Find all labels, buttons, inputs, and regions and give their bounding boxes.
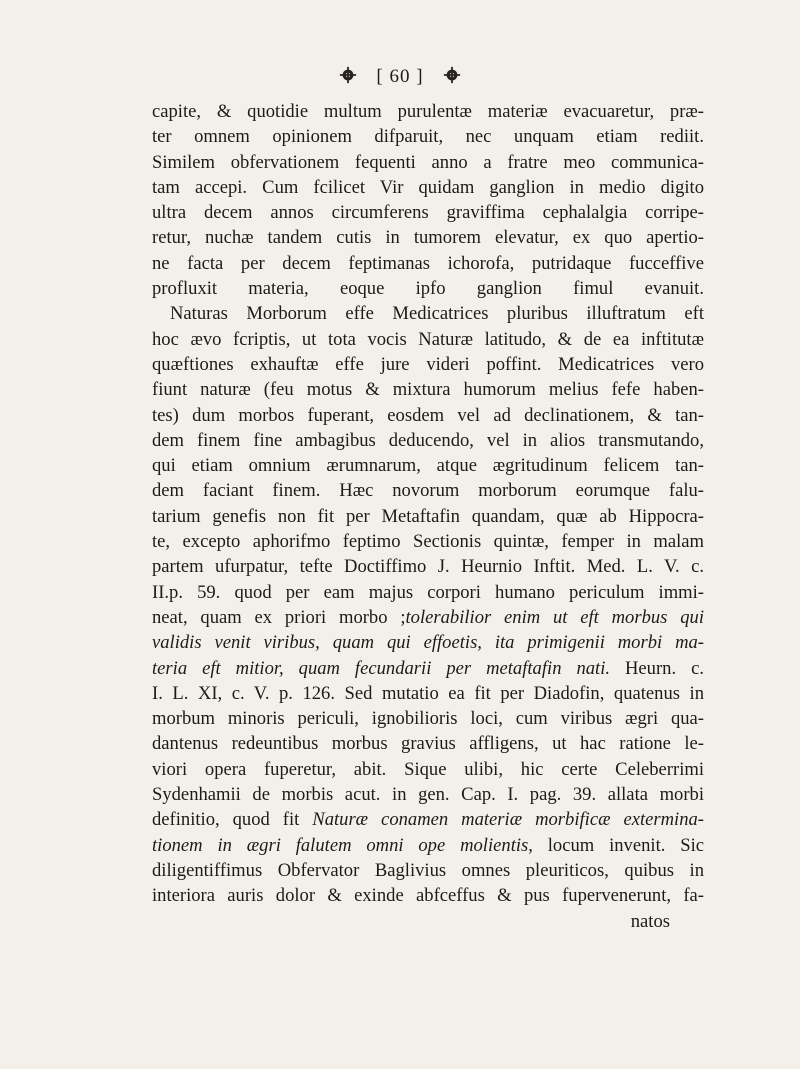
text-line — [152, 276, 704, 301]
roman-text: qui etiam omnium ærumnarum, atque ægritudinum felicem tan- — [152, 455, 704, 477]
text-line — [152, 782, 704, 807]
roman-text: definitio, quod fit — [152, 809, 300, 831]
roman-text: ultra decem annos circumferens graviffima cephalalgia corripe- — [152, 202, 704, 224]
body-text — [152, 99, 704, 934]
italic-text: validis venit viribus, quam qui effoetis, ita primigenii morbi ma- — [152, 632, 704, 654]
text-line — [152, 630, 704, 655]
roman-text: profluxit materia, eoque ipfo ganglion fimul evanuit. — [152, 278, 704, 300]
roman-text: quæftiones exhauftæ effe jure videri poffint. Medicatrices vero — [152, 353, 704, 375]
roman-text: retur, nuchæ tandem cutis in tumorem elevatur, ex quo apertio- — [152, 227, 704, 249]
text-line — [152, 757, 704, 782]
text-line — [152, 403, 704, 428]
fleuron-left-icon — [339, 66, 357, 84]
text-line — [152, 327, 704, 352]
text-line — [152, 377, 704, 402]
text-line — [152, 150, 704, 175]
roman-text: fiunt naturæ (feu motus & mixtura humorum melius fefe haben- — [152, 379, 704, 401]
roman-text: neat, quam ex priori morbo ; — [152, 606, 406, 628]
text-line — [152, 580, 704, 605]
page-number: [ 60 ] — [376, 66, 424, 87]
italic-text: tolerabilior enim ut eft morbus qui — [405, 606, 704, 628]
text-line — [152, 478, 704, 503]
roman-text: morbum minoris periculi, ignobilioris loci, cum viribus ægri qua- — [152, 708, 704, 730]
roman-text: I. L. XI, c. V. p. 126. Sed mutatio ea fit per Diadofin, quatenus in — [152, 682, 704, 704]
roman-text: Similem obfervationem fequenti anno a fratre meo communica- — [152, 151, 704, 173]
text-line — [152, 428, 704, 453]
roman-text: diligentiffimus Obfervator Baglivius omnes pleuriticos, quibus in — [152, 859, 704, 881]
text-line — [152, 200, 704, 225]
text-line — [152, 99, 704, 124]
roman-text: , locum invenit. Sic — [528, 834, 704, 856]
fleuron-right-icon — [443, 66, 461, 84]
roman-text: II.p. 59. quod per eam majus corpori humano periculum immi- — [152, 581, 704, 603]
roman-text: dantenus redeuntibus morbus gravius affligens, ut hac ratione le- — [152, 733, 704, 755]
italic-text: tionem in ægri falutem omni ope molientis — [152, 834, 529, 856]
roman-text: partem ufurpatur, tefte Doctiffimo J. Heurnio Inftit. Med. L. V. c. — [152, 556, 704, 578]
text-line — [152, 731, 704, 756]
text-line — [152, 909, 704, 934]
text-line — [152, 807, 704, 832]
text-line — [152, 605, 704, 630]
text-line — [152, 833, 704, 858]
roman-text: Sydenhamii de morbis acut. in gen. Cap. I. pag. 39. allata morbi — [152, 784, 704, 806]
text-line — [152, 301, 704, 326]
roman-text: Naturas Morborum effe Medicatrices pluribus illuftratum eft — [170, 303, 704, 325]
text-line — [152, 883, 704, 908]
roman-text: Heurn. c. — [610, 657, 704, 679]
text-line — [152, 124, 704, 149]
text-line — [152, 706, 704, 731]
italic-text: Naturæ conamen materiæ morbificæ extermina- — [299, 809, 704, 831]
roman-text: dem finem fine ambagibus deducendo, vel in alios transmutando, — [152, 429, 704, 451]
roman-text: te, excepto aphorifmo feptimo Sectionis quintæ, femper in malam — [152, 531, 704, 553]
roman-text: natos — [630, 910, 670, 932]
text-line — [152, 681, 704, 706]
text-line — [152, 225, 704, 250]
roman-text: ter omnem opinionem difparuit, nec unquam etiam rediit. — [152, 126, 704, 148]
page-header — [0, 66, 800, 88]
roman-text: capite, & quotidie multum purulentæ materiæ evacuaretur, præ- — [152, 101, 704, 122]
roman-text: tarium genefis non fit per Metaftafin quandam, quæ ab Hippocra- — [152, 505, 704, 527]
italic-text: teria eft mitior, quam fecundarii per metaftafin nati. — [152, 657, 611, 679]
roman-text: ne facta per decem feptimanas ichorofa, putridaque fucceffive — [152, 252, 704, 274]
text-line — [152, 251, 704, 276]
text-line — [152, 529, 704, 554]
roman-text: tes) dum morbos fuperant, eosdem vel ad declinationem, & tan- — [152, 404, 704, 426]
text-line — [152, 453, 704, 478]
text-line — [152, 504, 704, 529]
text-line — [152, 352, 704, 377]
text-line — [152, 858, 704, 883]
roman-text: hoc ævo fcriptis, ut tota vocis Naturæ latitudo, & de ea inftitutæ — [152, 328, 704, 350]
text-line — [152, 175, 704, 200]
roman-text: tam accepi. Cum fcilicet Vir quidam ganglion in medio digito — [152, 176, 704, 198]
text-line — [152, 554, 704, 579]
roman-text: dem faciant finem. Hæc novorum morborum eorumque falu- — [152, 480, 704, 502]
text-line — [152, 656, 704, 681]
roman-text: viori opera fuperetur, abit. Sique ulibi, hic certe Celeberrimi — [152, 758, 704, 780]
roman-text: interiora auris dolor & exinde abfceffus & pus fupervenerunt, fa- — [152, 885, 704, 907]
